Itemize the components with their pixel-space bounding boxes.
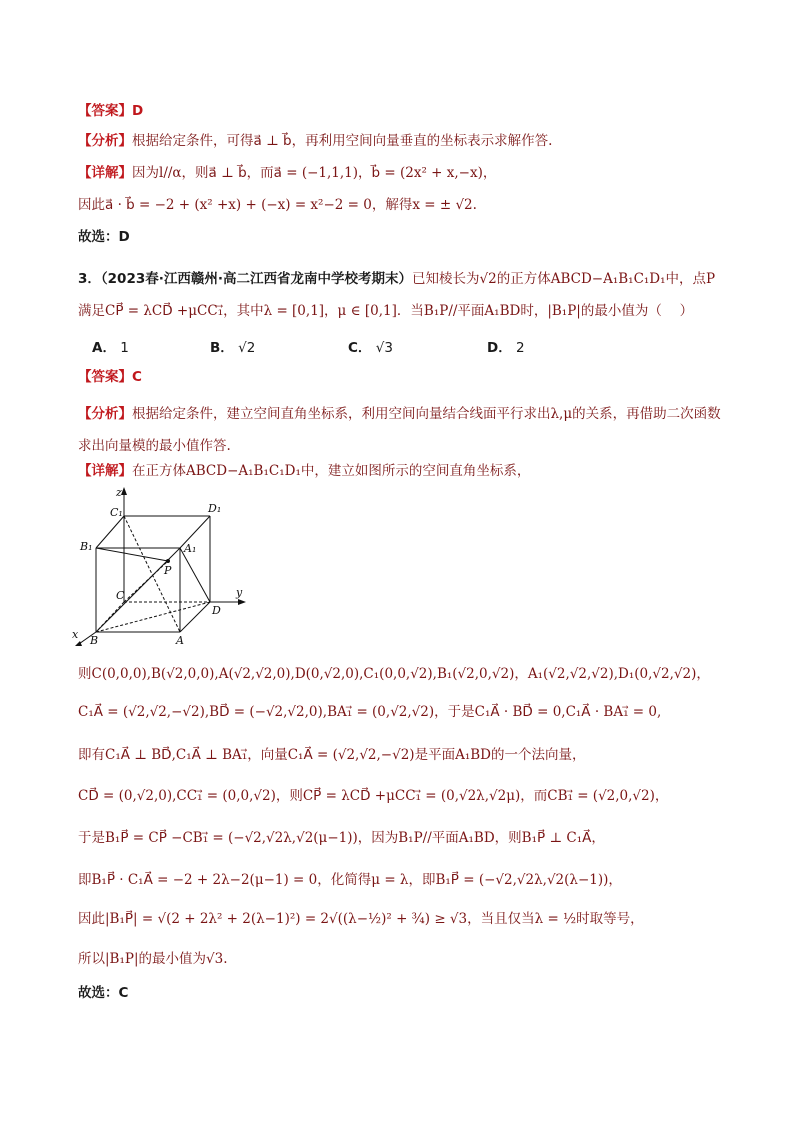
edge-C1B1 [96, 516, 124, 548]
label-C1: C₁ [110, 506, 123, 519]
detail-line-5: 于是B₁P⃗ = CP⃗ −CB₁⃗ = (−√2,√2λ,√2(μ−1))，因为B₁P//平面A₁BD，则B₁P⃗ ⊥ C₁A⃗， [78, 830, 605, 846]
label-B1: B₁ [80, 540, 93, 553]
point-P [166, 559, 170, 563]
y-arrow-icon [238, 599, 246, 605]
label-P: P [164, 564, 172, 577]
option-b: B． √2 [210, 340, 256, 356]
label-z: z [116, 486, 122, 499]
q2-detail: 【详解】因为l//α，则a⃗ ⊥ b⃗，而a⃗ = (−1,1,1)，b⃗ = (2x² + x,−x)， [78, 165, 497, 181]
diag-C1A [124, 516, 180, 632]
detail-line-7: 因此|B₁P⃗| = √(2 + 2λ² + 2(λ−1)²) = 2√((λ−½)² + ¾) ≥ √3，当且仅当λ = ½时取等号， [78, 911, 644, 927]
detail-line-8: 所以|B₁P|的最小值为√3. [78, 951, 228, 967]
label-A: A [176, 634, 184, 646]
label-C: C [116, 589, 125, 602]
label-A1: A₁ [184, 542, 197, 555]
z-arrow-icon [121, 487, 127, 495]
x-arrow-icon [73, 641, 82, 646]
option-a: A． 1 [92, 340, 129, 356]
detail-line-6: 即B₁P⃗ · C₁A⃗ = −2 + 2λ−2(μ−1) = 0，化简得μ = λ，即B₁P⃗ = (−√2,√2λ,√2(λ−1))， [78, 872, 622, 888]
label-y: y [236, 586, 243, 599]
diag-BD [96, 602, 210, 632]
option-d: D． 2 [487, 340, 525, 356]
label-D1: D₁ [208, 502, 222, 515]
cube-figure [70, 486, 250, 646]
q2-conclusion: 故选：D [78, 229, 130, 245]
q3-analysis: 【分析】根据给定条件，建立空间直角坐标系，利用空间向量结合线面平行求出λ,μ的关系，再借助二次函数求出向量模的最小值作答. [78, 406, 721, 454]
label-x: x [72, 628, 79, 641]
q3-stem-line2: 满足CP⃗ = λCD⃗ +μCC₁⃗，其中λ = [0,1]，μ ∈ [0,1]．当B₁P//平面A₁BD时，|B₁P|的最小值为（ ） [78, 303, 694, 319]
q2-detail-line2: 因此a⃗ · b⃗ = −2 + (x² +x) + (−x) = x²−2 = 0，解得x = ± √2. [78, 197, 477, 213]
option-c: C． √3 [348, 340, 393, 356]
detail-line-4: CD⃗ = (0,√2,0),CC₁⃗ = (0,0,√2)，则CP⃗ = λCD⃗ +μCC₁⃗ = (0,√2λ,√2μ)，而CB₁⃗ = (√2,0,√2)， [78, 788, 669, 804]
q2-analysis: 【分析】根据给定条件，可得a⃗ ⊥ b⃗，再利用空间向量垂直的坐标表示求解作答. [78, 133, 553, 149]
detail-line-3: 即有C₁A⃗ ⊥ BD⃗,C₁A⃗ ⊥ BA₁⃗，向量C₁A⃗ = (√2,√2,−√2)是平面A₁BD的一个法向量， [78, 747, 586, 763]
q3-answer: 【答案】C [78, 369, 142, 385]
detail-line-1: 则C(0,0,0),B(√2,0,0),A(√2,√2,0),D(0,√2,0),C₁(0,0,√2),B₁(√2,0,√2)，A₁(√2,√2,√2),D₁(0,√2,√2)， [78, 666, 710, 682]
q3-detail: 【详解】在正方体ABCD−A₁B₁C₁D₁中，建立如图所示的空间直角坐标系， [78, 463, 531, 479]
q3-conclusion: 故选：C [78, 985, 129, 1001]
q2-answer: 【答案】D [78, 103, 144, 119]
diag-A1D [180, 548, 210, 602]
edge-DA [180, 602, 210, 632]
detail-line-2: C₁A⃗ = (√2,√2,−√2),BD⃗ = (−√2,√2,0),BA₁⃗ = (0,√2,√2)，于是C₁A⃗ · BD⃗ = 0,C₁A⃗ · BA₁⃗ = 0, [78, 704, 662, 720]
label-D: D [212, 604, 221, 617]
label-B: B [90, 634, 99, 646]
segment-B1P [96, 548, 168, 561]
q3-stem-line1: 3．（2023春·江西赣州·高二江西省龙南中学校考期末）已知棱长为√2的正方体ABCD−A₁B₁C₁D₁中，点P [78, 271, 716, 287]
